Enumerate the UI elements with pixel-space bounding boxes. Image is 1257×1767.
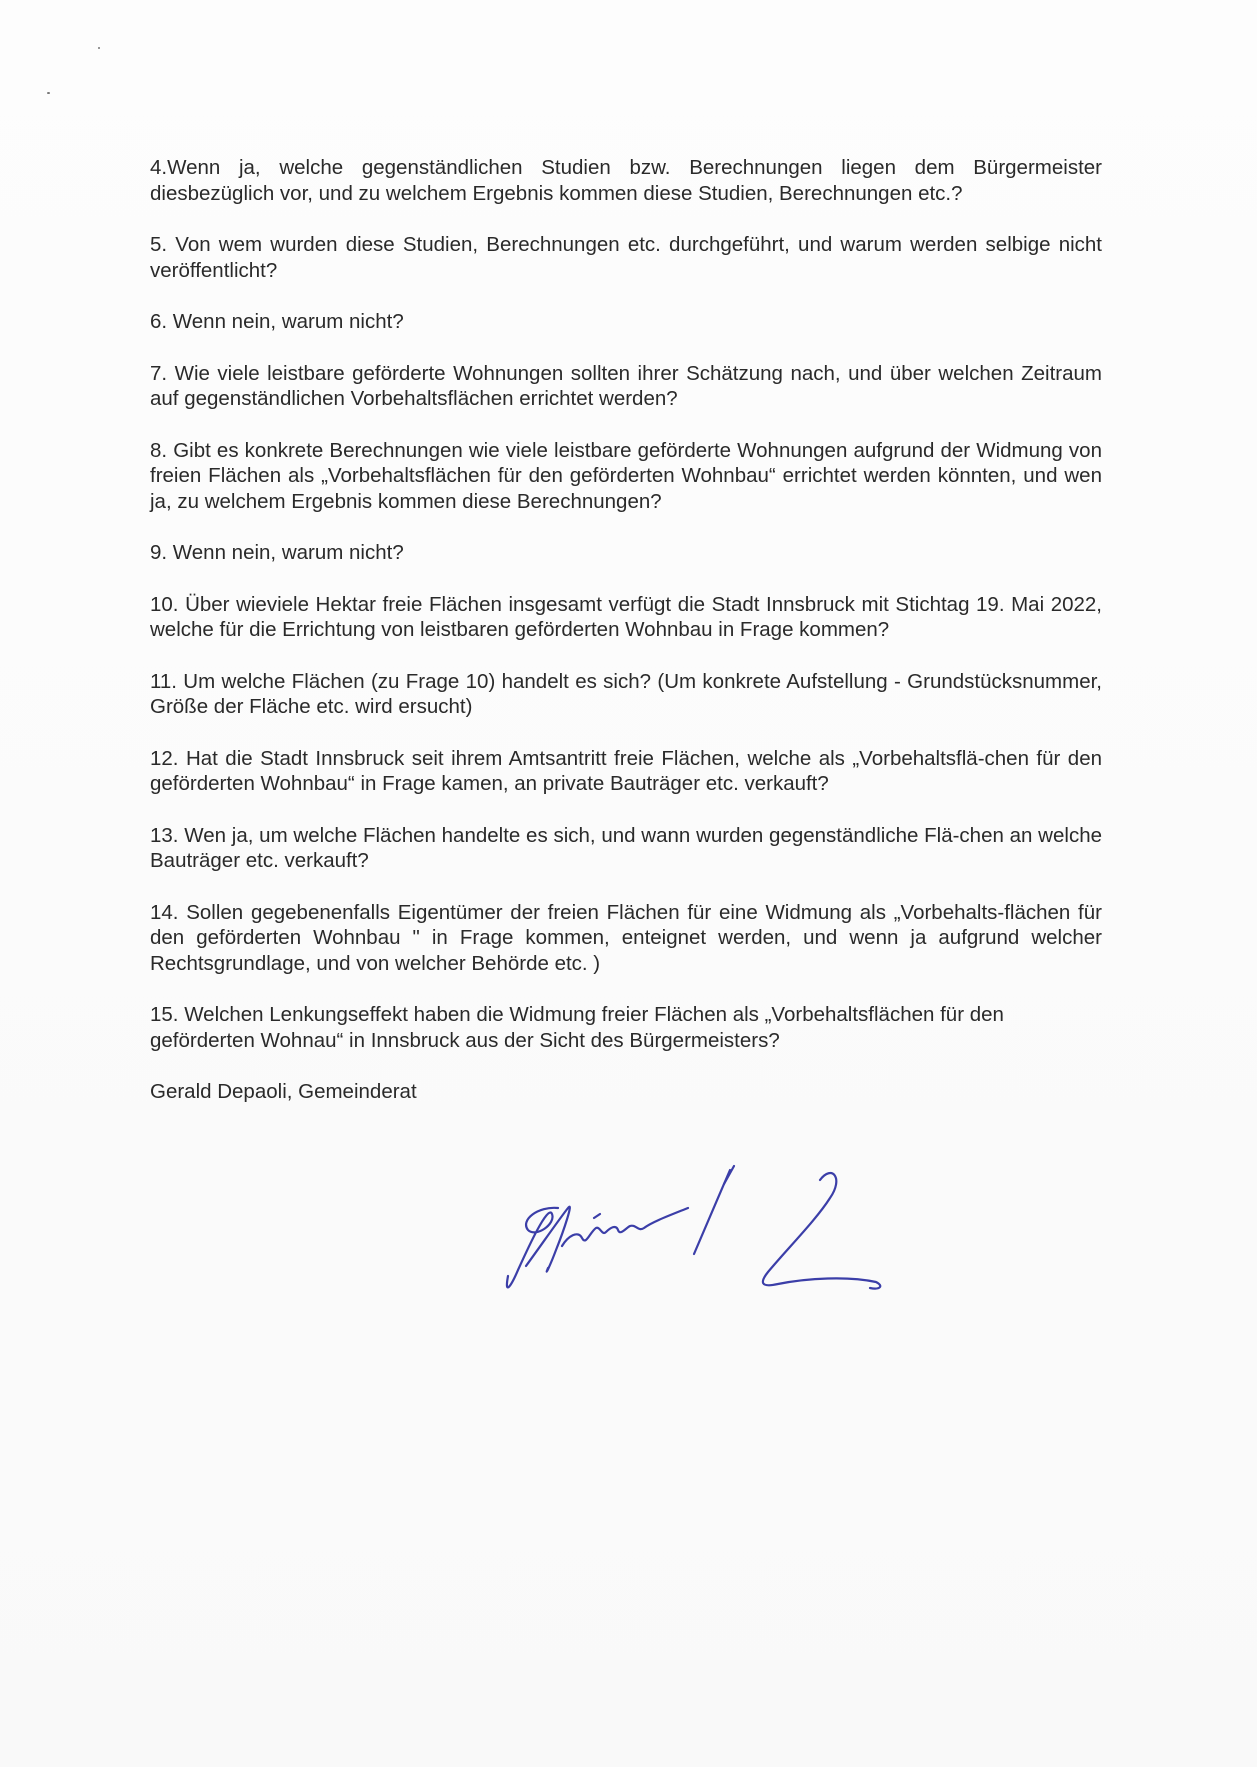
handwritten-signature — [498, 1158, 958, 1318]
question-9: 9. Wenn nein, warum nicht? — [150, 541, 404, 564]
question-15: 15. Welchen Lenkungseffekt haben die Widmung freier Flächen als „Vorbehaltsflächen für den geförderten Wohnau“ in Innsbruck aus der Sicht des Bürgermeisters? — [150, 1003, 1004, 1052]
question-13: 13. Wen ja, um welche Flächen handelte es sich, und wann wurden gegenständliche Flä-chen an welche Bauträger etc. verkauft? — [150, 823, 1102, 872]
question-5: 5. Von wem wurden diese Studien, Berechnungen etc. durchgeführt, und warum werden selbige nicht veröffentlicht? — [150, 233, 1102, 282]
question-8: 8. Gibt es konkrete Berechnungen wie viele leistbare geförderte Wohnungen aufgrund der Widmung von freien Flächen als „Vorbehaltsflächen für den geförderten Wohnbau“ errichtet werden könnten, und wen ja, zu welchem Ergebnis kommen diese Berechnungen? — [150, 438, 1102, 513]
question-14: 14. Sollen gegebenenfalls Eigentümer der freien Flächen für eine Widmung als „Vorbehalts-flächen für den geförderten Wohnbau " in Frage kommen, enteignet werden, und wenn ja aufgrund welcher Rechtsgrundlage, und von welcher Behörde etc. ) — [150, 900, 1102, 975]
question-10: 10. Über wieviele Hektar freie Flächen insgesamt verfügt die Stadt Innsbruck mit Stichtag 19. Mai 2022, welche für die Errichtung von leistbaren geförderten Wohnbau in Frage kommen? — [150, 592, 1102, 641]
question-11: 11. Um welche Flächen (zu Frage 10) handelt es sich? (Um konkrete Aufstellung - Grundstücksnummer, Größe der Fläche etc. wird ersucht) — [150, 669, 1102, 718]
question-6: 6. Wenn nein, warum nicht? — [150, 310, 404, 333]
letter-body — [150, 155, 1102, 1105]
signatory-name: Gerald Depaoli, Gemeinderat — [150, 1080, 417, 1103]
scan-speck — [98, 47, 100, 49]
scan-speck — [47, 92, 50, 94]
question-12: 12. Hat die Stadt Innsbruck seit ihrem Amtsantritt freie Flächen, welche als „Vorbehaltsflä-chen für den geförderten Wohnbau“ in Frage kamen, an private Bauträger etc. verkauft? — [150, 746, 1102, 795]
question-4: 4.Wenn ja, welche gegenständlichen Studien bzw. Berechnungen liegen dem Bürgermeister diesbezüglich vor, und zu welchem Ergebnis kommen diese Studien, Berechnungen etc.? — [150, 156, 1102, 205]
question-7: 7. Wie viele leistbare geförderte Wohnungen sollten ihrer Schätzung nach, und über welchen Zeitraum auf gegenständlichen Vorbehaltsflächen errichtet werden? — [150, 361, 1102, 410]
